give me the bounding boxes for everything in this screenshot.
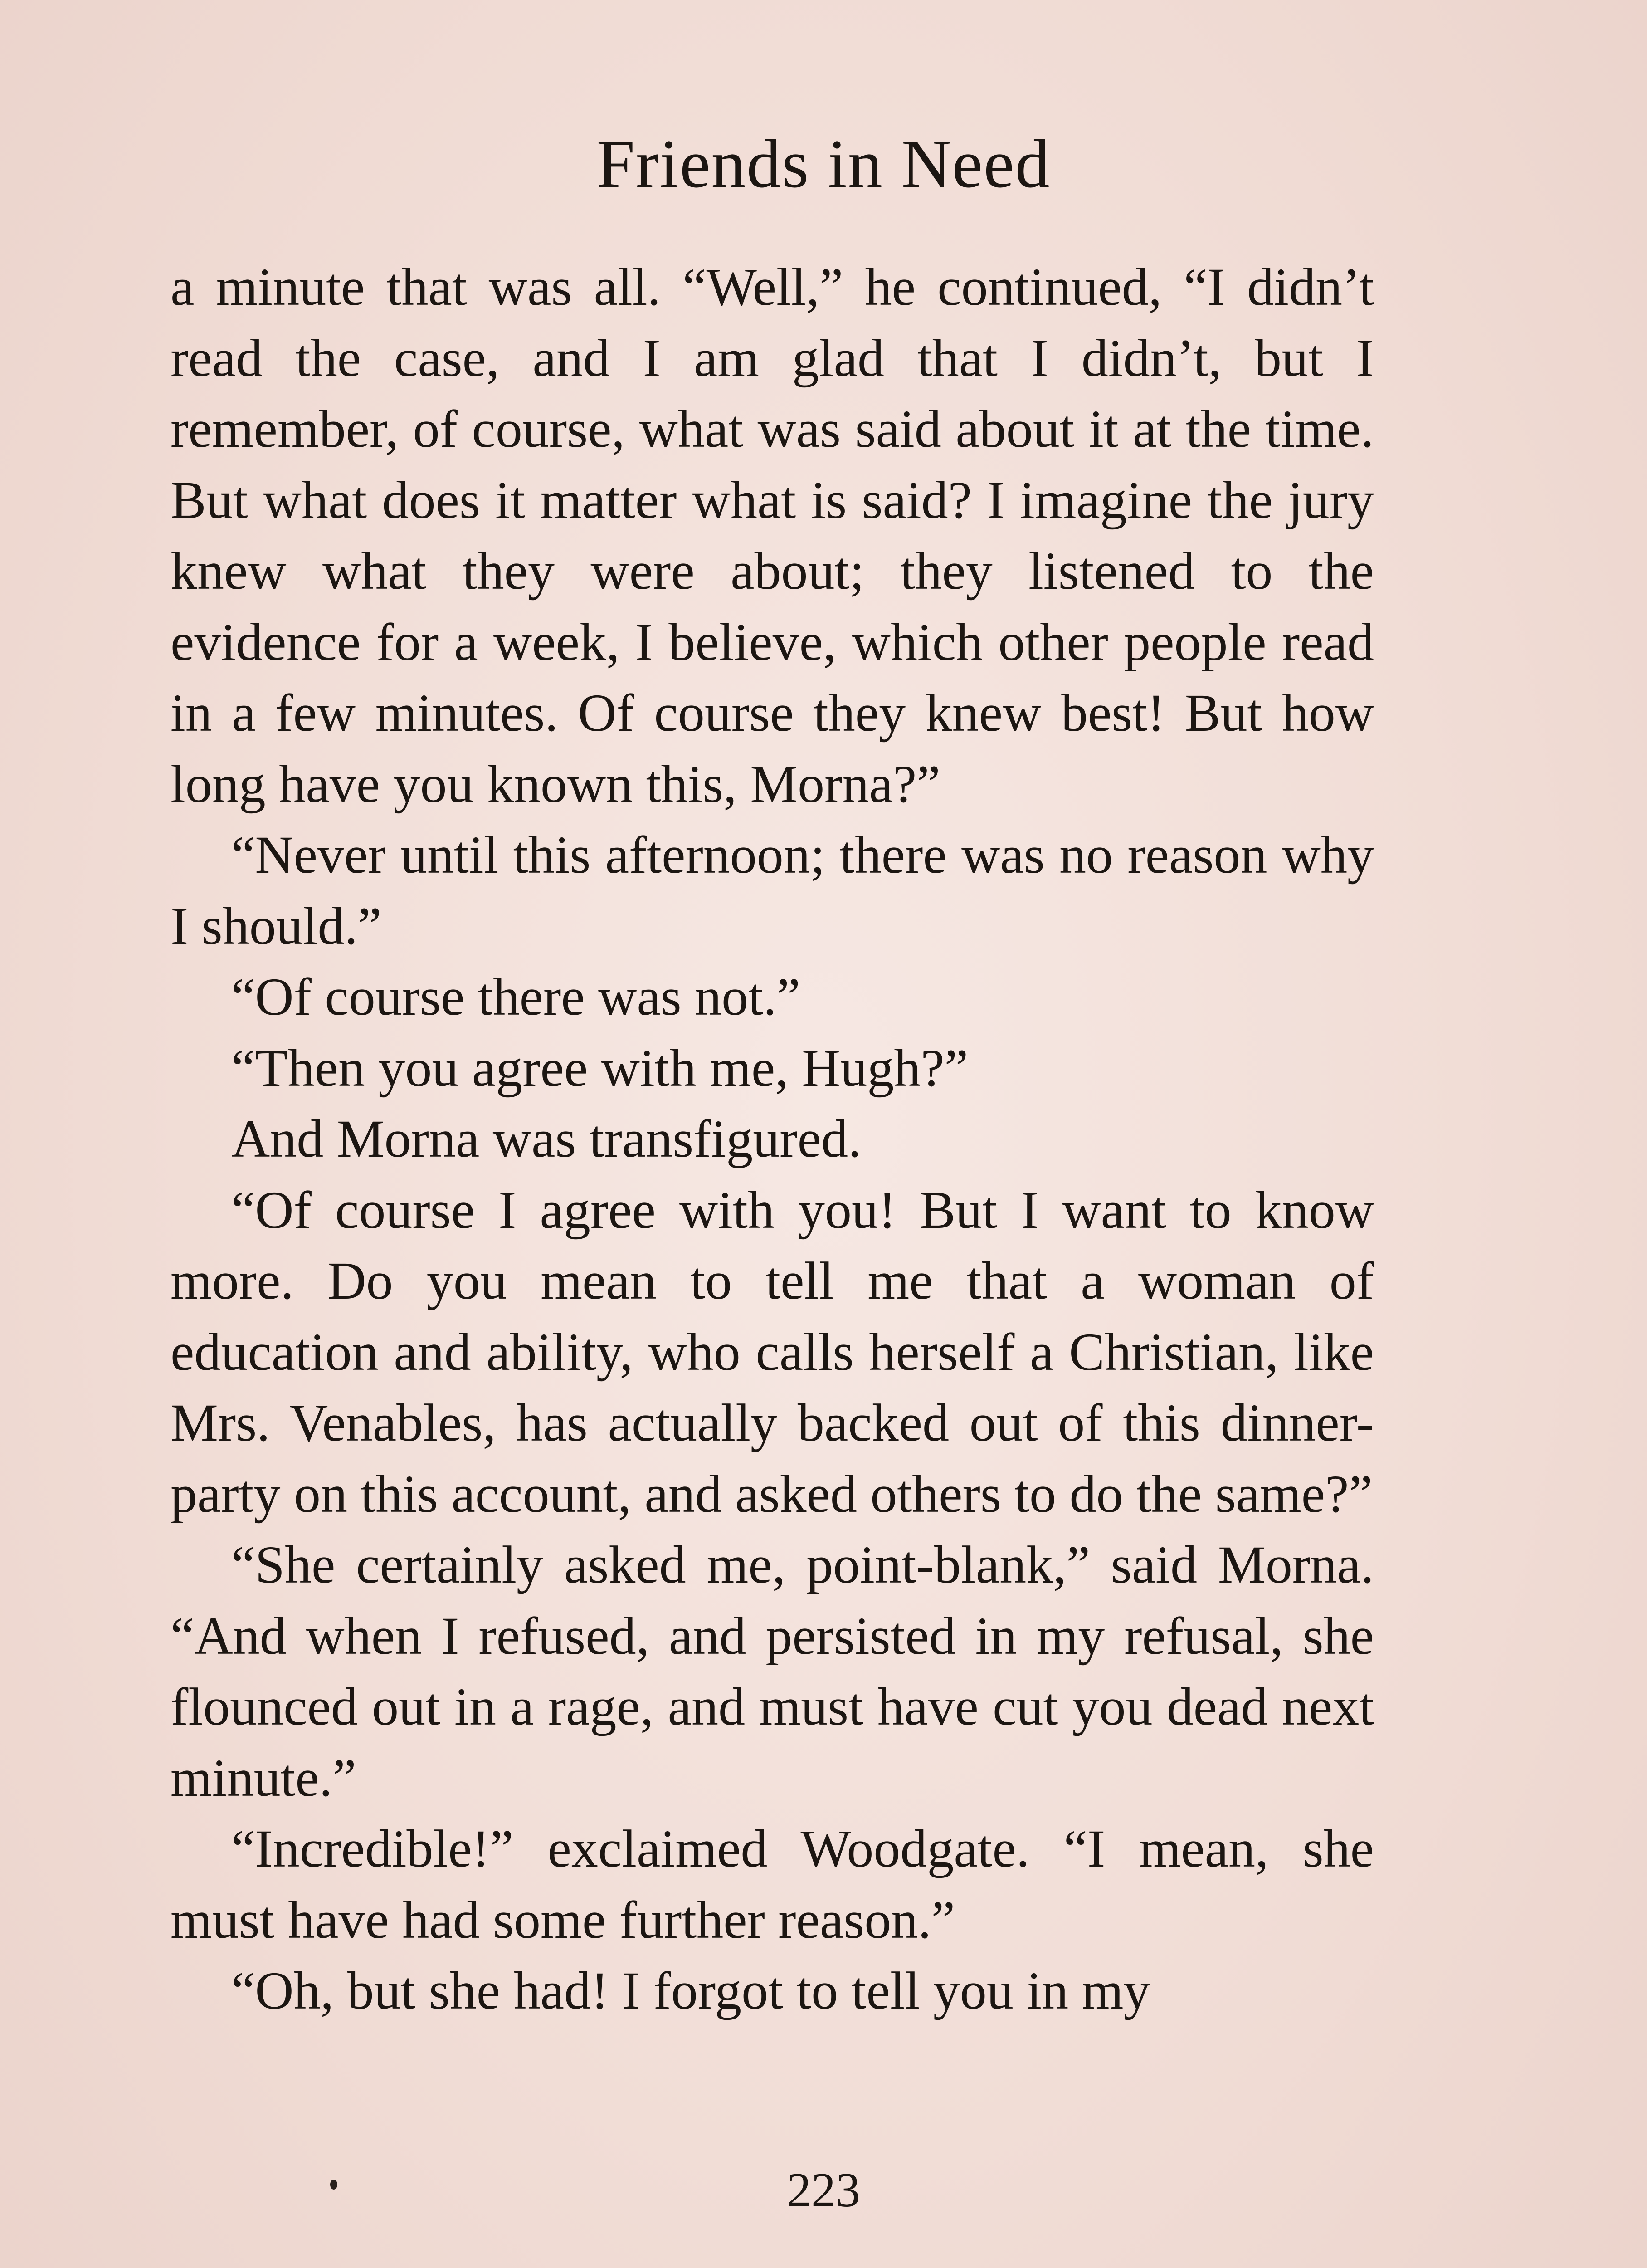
paragraph: “Of course there was not.”	[231, 967, 800, 1026]
paragraph: And Morna was transfigured.	[231, 1109, 862, 1168]
paragraph: “Oh, but she had! I forgot to tell you in my	[231, 1961, 1150, 2020]
page-number: 223	[787, 2163, 860, 2217]
paragraph: “She certainly asked me, point-blank,” said Morna. “And when I refused, and persisted in my refusal, she flounced out in a rage, and must have cut you dead next minute.”	[171, 1535, 1374, 1808]
paragraph: “Incredible!” exclaimed Woodgate. “I mean, she must have had some further reason.”	[171, 1819, 1374, 1950]
paragraph: “Never until this afternoon; there was no reason why I should.”	[171, 825, 1374, 956]
ink-speck	[330, 2180, 337, 2190]
paragraph: “Then you agree with me, Hugh?”	[231, 1038, 969, 1098]
paragraph: “Of course I agree with you! But I want to know more. Do you mean to tell me that a woman of education and ability, who calls herself a Christian, like Mrs. Venables, has actually backed out of this dinner-party on this account, and asked others to do the same?”	[171, 1180, 1374, 1524]
running-head: Friends in Need	[596, 126, 1051, 202]
paragraph: a minute that was all. “Well,” he continued, “I didn’t read the case, and I am glad that I didn’t, but I remember, of course, what was said about it at the time. But what does it matter what is said? I imagine the jury knew what they were about; they listened to the evidence for a week, I believe, which other people read in a few minutes. Of course they knew best! But how long have you known this, Morna?”	[171, 257, 1374, 814]
body-text	[171, 252, 1374, 2027]
